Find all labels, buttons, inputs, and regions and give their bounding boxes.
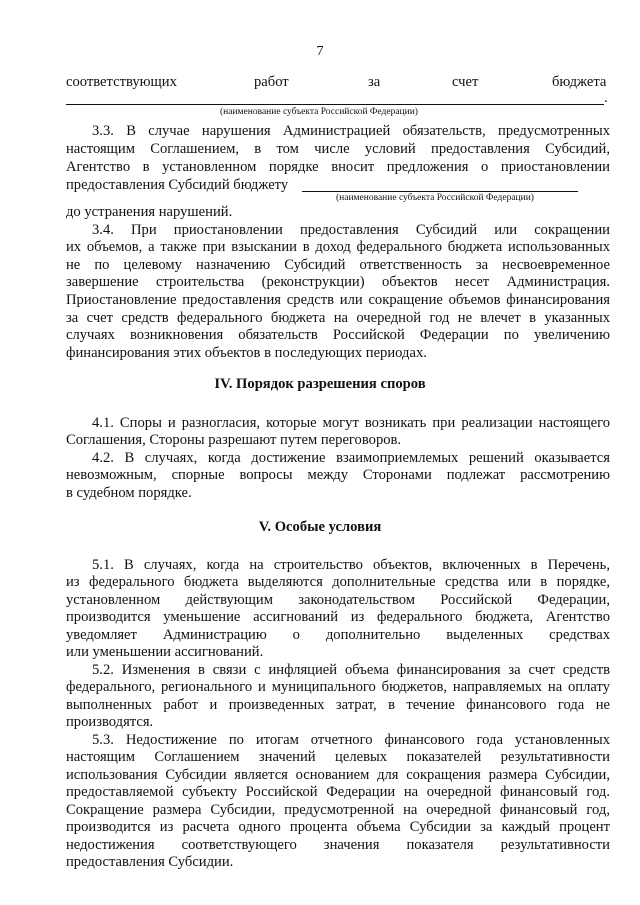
paragraph-line: 4.2. В случаях, когда достижение взаимоприемлемых решений оказывается xyxy=(92,450,610,466)
paragraph-line: их объемов, а также при взыскании в доход федерального бюджета использованных xyxy=(66,239,610,255)
paragraph-line: не по целевому назначению Субсидий ответственность за несвоевременное xyxy=(66,257,610,273)
paragraph-line: настоящим Соглашением, в том числе условий предоставления Субсидий, xyxy=(66,141,610,157)
paragraph-line: из федерального бюджета выделяются дополнительные средства или в порядке, xyxy=(66,574,610,590)
paragraph-line: 5.1. В случаях, когда на строительство объектов, включенных в Перечень, xyxy=(92,557,610,573)
paragraph-line: 4.1. Споры и разногласия, которые могут возникать при реализации настоящего xyxy=(92,415,610,431)
paragraph-line: 5.3. Недостижение по итогам отчетного финансового года установленных xyxy=(92,732,610,748)
intro-word: счет xyxy=(452,74,479,90)
paragraph-line: производятся. xyxy=(66,714,154,730)
paragraph-line: выполненных работ и произведенных затрат, в течение финансового года не xyxy=(66,697,610,713)
period: . xyxy=(604,90,608,106)
paragraph-line: установленном действующим законодательством Российской Федерации, xyxy=(66,592,610,608)
paragraph-line: производится уменьшение ассигнований из федерального бюджета, Агентство xyxy=(66,609,610,625)
paragraph-line: или уменьшении ассигнований. xyxy=(66,644,264,660)
field-caption: (наименование субъекта Российской Федерации) xyxy=(336,193,534,203)
paragraph-line: 3.3. В случае нарушения Администрацией обязательств, предусмотренных xyxy=(92,123,610,139)
section-heading: IV. Порядок разрешения споров xyxy=(214,376,426,392)
paragraph-line: в судебном порядке. xyxy=(66,485,192,501)
intro-word: соответствующих xyxy=(66,74,177,90)
paragraph-line: использования Субсидии является основанием для сокращения размера Субсидии, xyxy=(66,767,610,783)
paragraph-line: до устранения нарушений. xyxy=(66,204,233,220)
paragraph-line: недостижения соответствующего значения показателя результативности xyxy=(66,837,610,853)
paragraph-line: производится из расчета одного процента объема Субсидии за каждый процент xyxy=(66,819,610,835)
intro-word: бюджета xyxy=(552,74,607,90)
paragraph-line: Агентство в установленном порядке вносит предложения о приостановлении xyxy=(66,159,610,175)
paragraph-line: невозможным, спорные вопросы между Сторонами подлежат рассмотрению xyxy=(66,467,610,483)
intro-word: за xyxy=(368,74,381,90)
paragraph-line: финансирования этих объектов в последующих периодах. xyxy=(66,345,427,361)
paragraph-line: уведомляет Администрацию о дополнительно выделенных средствах xyxy=(66,627,610,643)
paragraph-line: предоставления Субсидий бюджету xyxy=(66,177,289,193)
paragraph-line: завершение строительства (реконструкции) объектов несет Администрация. xyxy=(66,274,610,290)
paragraph-line: случаях возникновения обязательств Российской Федерации по увеличению xyxy=(66,327,610,343)
fill-in-line xyxy=(66,104,604,105)
paragraph-line: федерального, регионального и муниципального бюджетов, направляемых на оплату xyxy=(66,679,610,695)
intro-word: работ xyxy=(254,74,289,90)
section-heading: V. Особые условия xyxy=(258,519,382,535)
field-caption: (наименование субъекта Российской Федерации) xyxy=(220,107,418,117)
paragraph-line: Сокращение размера Субсидии, предусмотренной на очередной финансовый год, xyxy=(66,802,610,818)
paragraph-line: настоящим Соглашением значений целевых показателей результативности xyxy=(66,749,610,765)
paragraph-line: Приостановление предоставления средств или сокращение объемов финансирования xyxy=(66,292,610,308)
paragraph-line: Соглашения, Стороны разрешают путем переговоров. xyxy=(66,432,402,448)
paragraph-line: предоставления Субсидии. xyxy=(66,854,234,870)
paragraph-line: 5.2. Изменения в связи с инфляцией объема финансирования за счет средств xyxy=(92,662,610,678)
paragraph-line: 3.4. При приостановлении предоставления Субсидий или сокращении xyxy=(92,222,610,238)
paragraph-line: за счет средств федерального бюджета на очередной год не влечет в указанных xyxy=(66,310,610,326)
page-number: 7 xyxy=(316,44,324,59)
paragraph-line: предоставляемой субъекту Российской Федерации на очередной финансовый год. xyxy=(66,784,610,800)
fill-in-line xyxy=(302,191,578,192)
